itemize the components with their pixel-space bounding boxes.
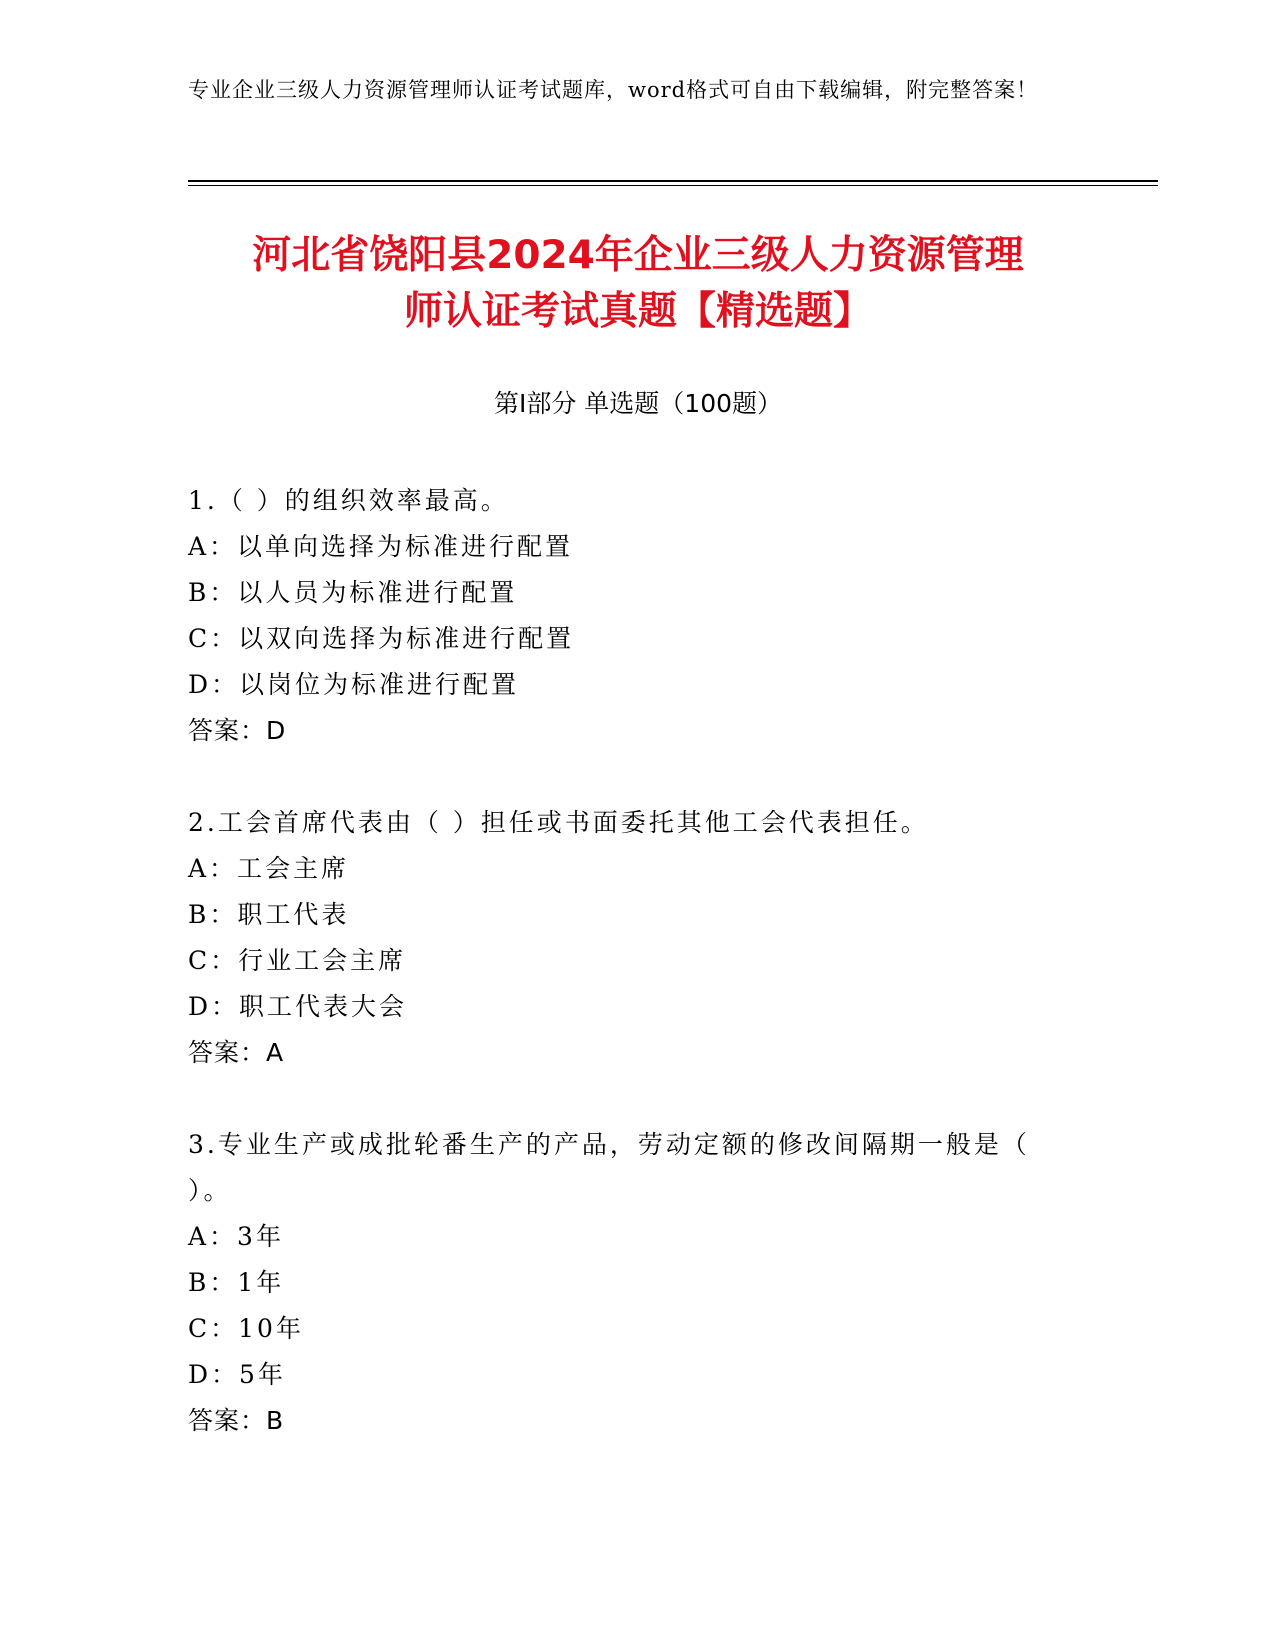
question-stem: 1.（ ）的组织效率最高。 (188, 486, 509, 515)
header-note: 专业企业三级人力资源管理师认证考试题库，word格式可自由下载编辑，附完整答案！ (188, 78, 1039, 102)
document-title-line-1: 河北省饶阳县2024年企业三级人力资源管理 (252, 233, 1024, 278)
answer-line: 答案：B (188, 1406, 285, 1435)
option-d: D：5年 (188, 1360, 286, 1389)
document-title (188, 228, 1088, 340)
option-a: A：工会主席 (188, 854, 350, 883)
question-stem: 2.工会首席代表由（ ）担任或书面委托其他工会代表担任。 (188, 808, 929, 837)
question-1 (188, 478, 1068, 754)
document-title-line-2: 师认证考试真题【精选题】 (403, 289, 872, 334)
header-divider-thick (188, 180, 1158, 182)
option-d: D：以岗位为标准进行配置 (188, 670, 520, 699)
header-divider-thin (188, 185, 1158, 186)
section-title: 第I部分 单选题（100题） (493, 389, 783, 418)
option-a: A：3年 (188, 1222, 284, 1251)
question-3 (188, 1122, 1068, 1444)
question-2 (188, 800, 1068, 1076)
option-d: D：职工代表大会 (188, 992, 408, 1021)
question-list (188, 478, 1068, 1490)
option-b: B：以人员为标准进行配置 (188, 578, 518, 607)
option-c: C：10年 (188, 1314, 304, 1343)
option-a: A：以单向选择为标准进行配置 (188, 532, 574, 561)
option-c: C：行业工会主席 (188, 946, 407, 975)
question-stem: 3.专业生产或成批轮番生产的产品，劳动定额的修改间隔期一般是（ ）。 (188, 1130, 1030, 1205)
answer-line: 答案：D (188, 716, 287, 745)
option-b: B：1年 (188, 1268, 285, 1297)
option-b: B：职工代表 (188, 900, 350, 929)
answer-line: 答案：A (188, 1038, 285, 1067)
option-c: C：以双向选择为标准进行配置 (188, 624, 575, 653)
